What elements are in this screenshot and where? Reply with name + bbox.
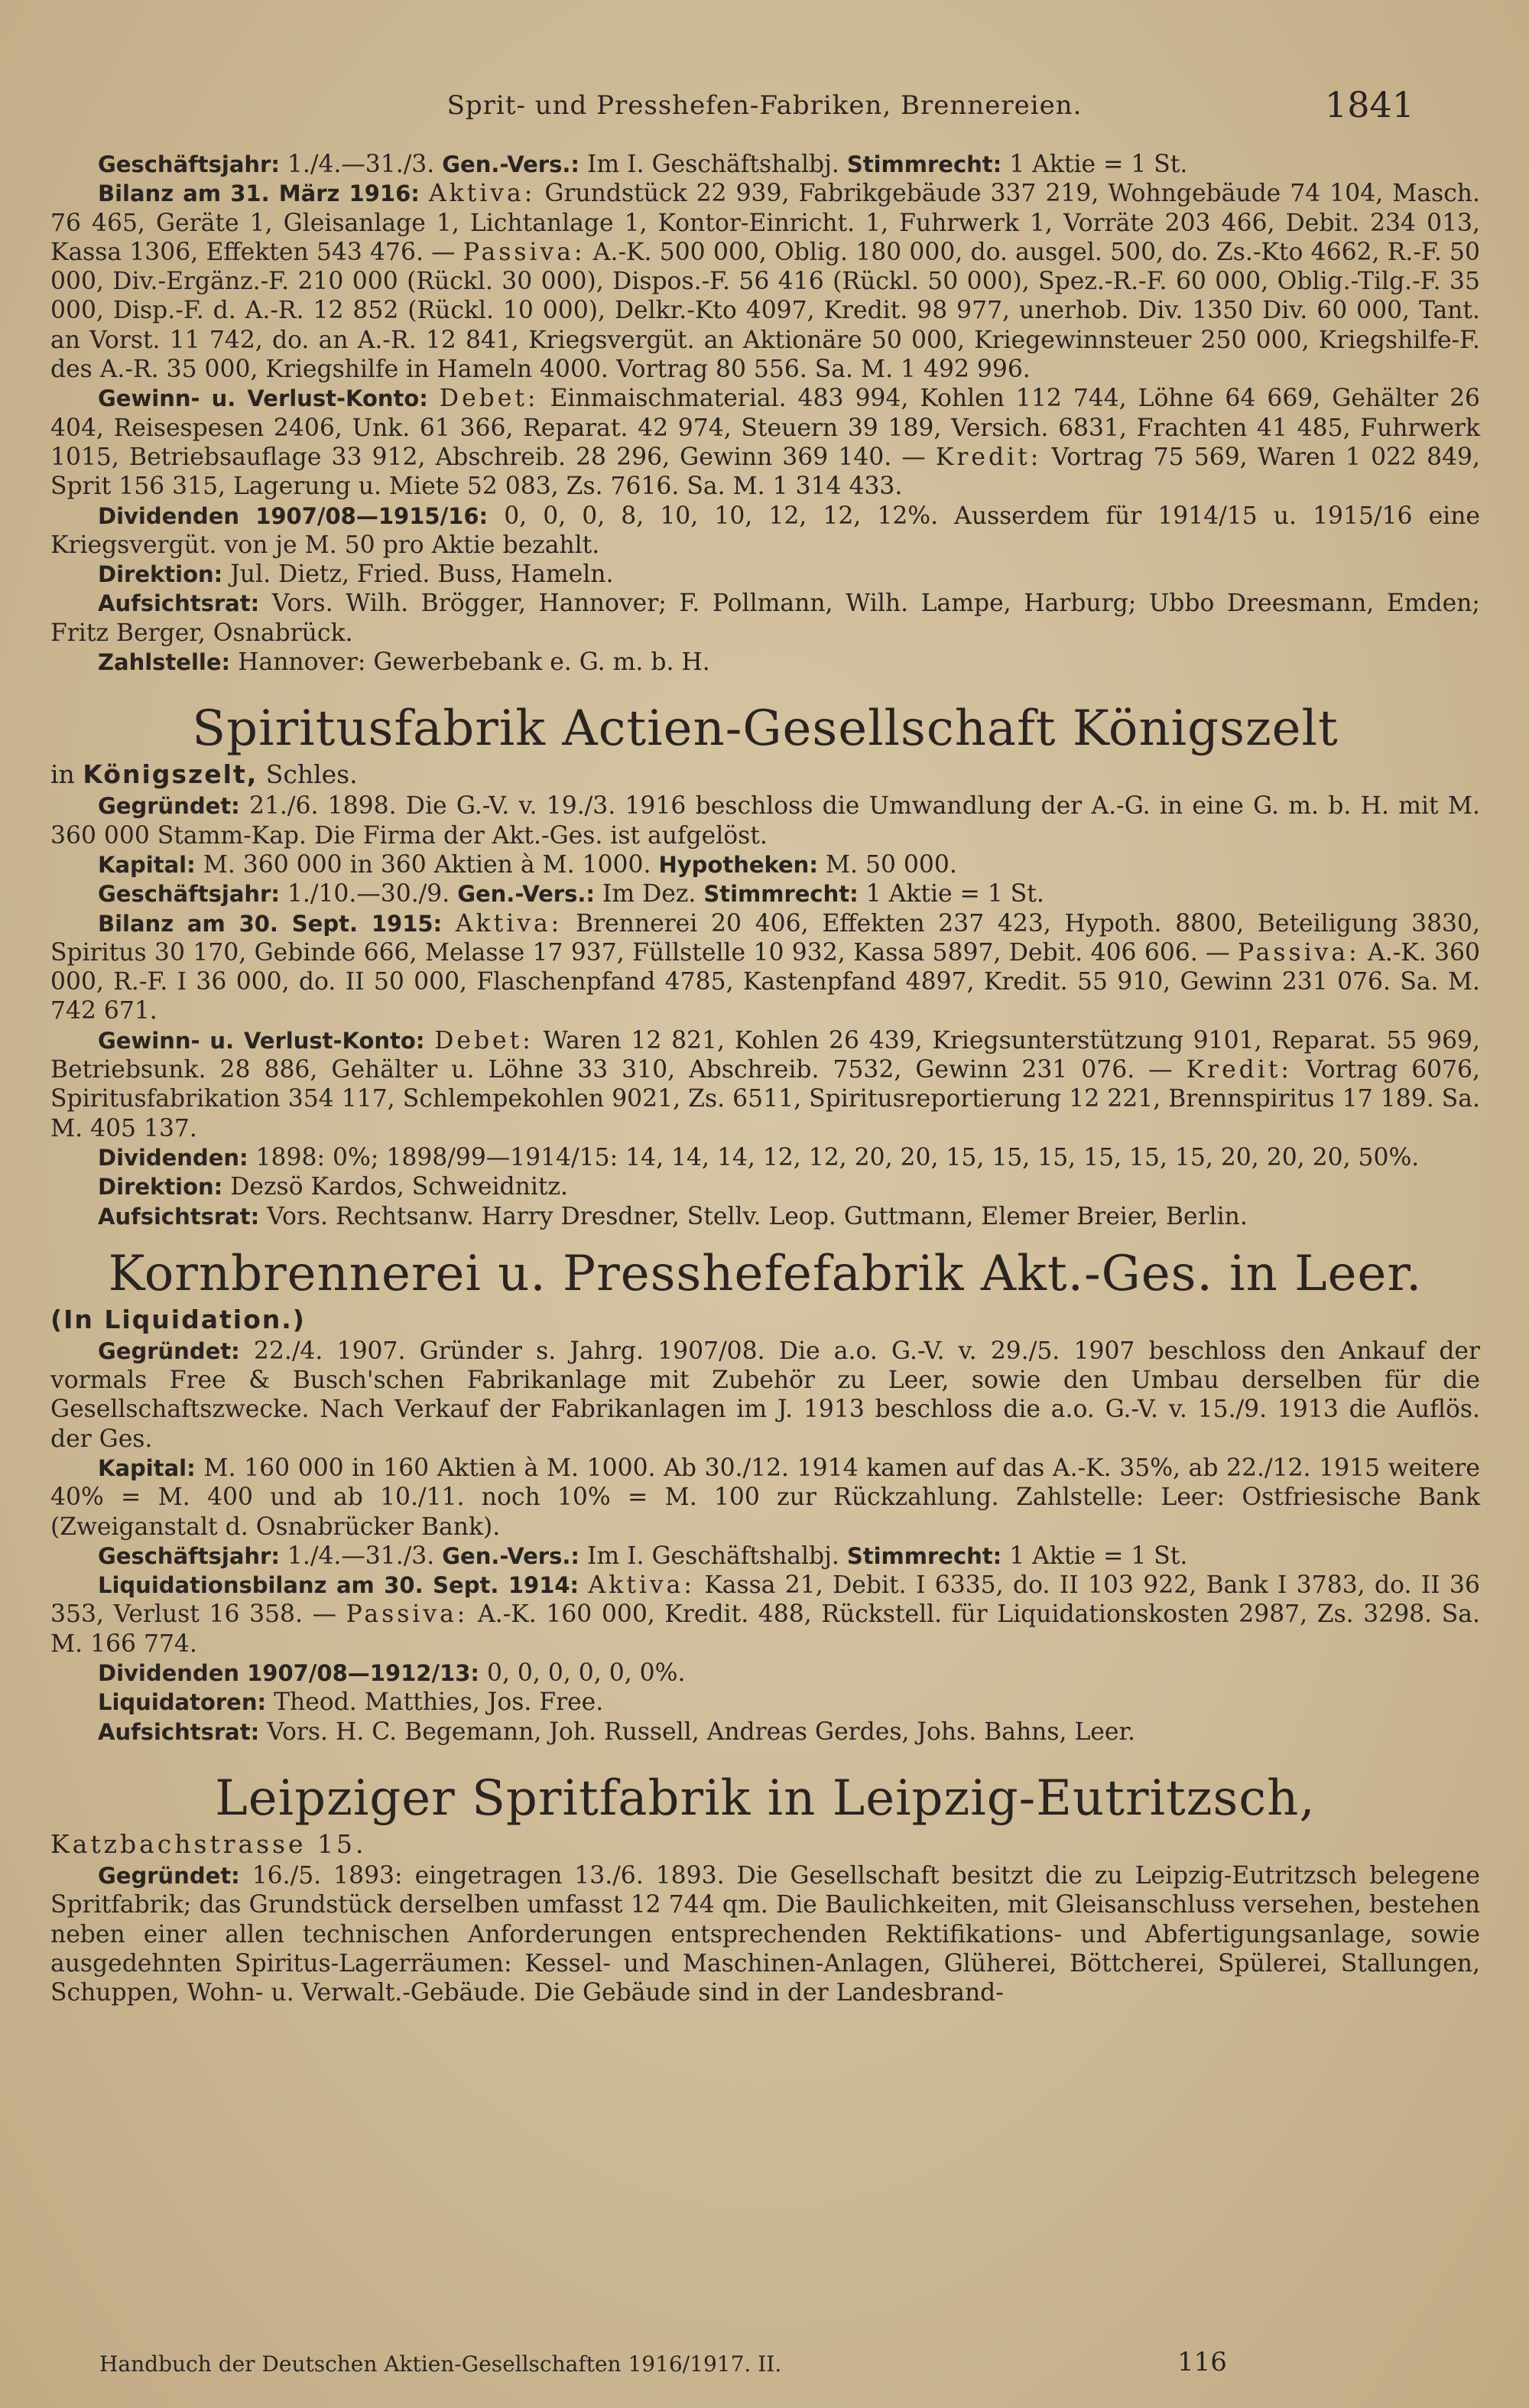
company-address: Katzbachstrasse 15. [50, 1828, 367, 1859]
profit-loss: Gewinn- u. Verlust-Konto: Debet: Einmaischmaterial. 483 994, Kohlen 112 744, Löhne 64 669, Gehälter 26 404, Reisespesen 2406, Unk. 61 366, Reparat. 42 974, Steuern 39 189, Versich. 6831, Frachten 41 485, Fuhrwerk 1015, Betriebsauflage 33 912, Abschreib. 28 296, Gewinn 369 140. — Kredit: Vortrag 75 569, Waren 1 022 849, Sprit 156 315, Lagerung u. Miete 52 083, Zs. 7616. Sa. M. 1 314 433. [50, 385, 1481, 501]
balance-sheet: Bilanz am 30. Sept. 1915: Aktiva: Brennerei 20 406, Effekten 237 423, Hypoth. 8800, Beteiligung 3830, Spiritus 30 170, Gebinde 666, Melasse 17 937, Füllstelle 10 932, Kassa 5897, Debit. 406 606. — Passiva: A.-K. 360 000, R.-F. I 36 000, do. II 50 000, Flaschenpfand 4785, Kastenpfand 4897, Kredit. 55 910, Gewinn 231 076. Sa. M. 742 671. [50, 909, 1480, 1025]
liquidation-balance: Liquidationsbilanz am 30. Sept. 1914: Aktiva: Kassa 21, Debit. I 6335, do. II 103 922, Bank I 3783, do. II 36 353, Verlust 16 358. — Passiva: A.-K. 160 000, Kredit. 488, Rückstell. für Liquidationskosten 2987, Zs. 3298. Sa. M. 166 774. [50, 1571, 1480, 1658]
supervisory-board: Aufsichtsrat: Vors. H. C. Begemann, Joh. Russell, Andreas Gerdes, Johs. Bahns, Leer. [98, 1717, 1135, 1746]
paying-agent: Zahlstelle: Hannover: Gewerbebank e. G. m. b. H. [98, 648, 710, 677]
dividends: Dividenden 1907/08—1915/16: 0, 0, 0, 8, 10, 10, 12, 12, 12%. Ausserdem für 1914/15 u. 1915/16 eine Kriegsvergüt. von je M. 50 pro Aktie bezahlt. [50, 502, 1480, 559]
entry-leipzig [50, 1769, 1480, 2007]
fiscal-info: Geschäftsjahr: 1./4.—31./3. Gen.-Vers.: Im I. Geschäftshalbj. Stimmrecht: 1 Aktie = 1 St. [98, 151, 1188, 178]
company-heading: Leipziger Spritfabrik in Leipzig-Eutritzsch, [215, 1769, 1316, 1827]
fiscal-info: Geschäftsjahr: 1./10.—30./9. Gen.-Vers.: Im Dez. Stimmrecht: 1 Aktie = 1 St. [98, 880, 1044, 908]
entry-continued [50, 150, 1480, 677]
founded: Gegründet: 22./4. 1907. Gründer s. Jahrg. 1907/08. Die a.o. G.-V. v. 29./5. 1907 beschloss den Ankauf der vormals Free & Busch'schen Fabrikanlage mit Zubehör zu Leer, sowie den Umbau derselben für die Gesellschaftszwecke. Nach Verkauf der Fabrikanlagen im J. 1913 beschloss die a.o. G.-V. v. 15./9. 1913 die Auflös. der Ges. [50, 1337, 1480, 1453]
supervisory-board: Aufsichtsrat: Vors. Rechtsanw. Harry Dresdner, Stellv. Leop. Guttmann, Elemer Breier, Berlin. [98, 1202, 1248, 1230]
company-heading: Spiritusfabrik Actien-Gesellschaft Königszelt [192, 700, 1339, 758]
running-header [0, 84, 1529, 136]
supervisory-board: Aufsichtsrat: Vors. Wilh. Brögger, Hannover; F. Pollmann, Wilh. Lampe, Harburg; Ubbo Dreesmann, Emden; Fritz Berger, Osnabrück. [50, 590, 1480, 647]
capital: Kapital: M. 160 000 in 160 Aktien à M. 1000. Ab 30./12. 1914 kamen auf das A.-K. 35%, ab 22./12. 1915 weitere 40% = M. 400 und ab 10./11. noch 10% = M. 100 zur Rückzahlung. Zahlstelle: Leer: Ostfriesische Bank (Zweiganstalt d. Osnabrücker Bank). [50, 1454, 1480, 1541]
company-location: in Königszelt, Schles. [50, 759, 358, 790]
entry-koenigszelt [50, 700, 1480, 1230]
running-title: Sprit- und Presshefen-Fabriken, Brennereien. [446, 90, 1083, 121]
dividends: Dividenden: 1898: 0%; 1898/99—1914/15: 14, 14, 14, 12, 12, 20, 20, 15, 15, 15, 15, 15, 15, 20, 20, 20, 50%. [98, 1143, 1420, 1172]
page-footer [99, 2347, 1246, 2382]
liquidation-note: (In Liquidation.) [50, 1304, 306, 1334]
profit-loss: Gewinn- u. Verlust-Konto: Debet: Waren 12 821, Kohlen 26 439, Kriegsunterstützung 9101, Reparat. 55 969, Betriebsunk. 28 886, Gehälter u. Löhne 33 310, Abschreib. 7532, Gewinn 231 076. — Kredit: Vortrag 6076, Spiritusfabrikation 354 117, Schlempekohlen 9021, Zs. 6511, Spiritusreportierung 12 221, Brennspiritus 17 189. Sa. M. 405 137. [50, 1026, 1480, 1142]
fiscal-info: Geschäftsjahr: 1./4.—31./3. Gen.-Vers.: Im I. Geschäftshalbj. Stimmrecht: 1 Aktie = 1 St. [98, 1542, 1188, 1570]
founded: Gegründet: 16./5. 1893: eingetragen 13./6. 1893. Die Gesellschaft besitzt die zu Leipzig-Eutritzsch belegene Spritfabrik; das Grundstück derselben umfasst 12 744 qm. Die Baulichkeiten, mit Gleisanschluss versehen, bestehen neben einer allen technischen Anforderungen entsprechenden Rektifikations- und Abfertigungsanlage, sowie ausgedehnten Spiritus-Lagerräumen: Kessel- und Maschinen-Anlagen, Glüherei, Böttcherei, Spülerei, Stallungen, Schuppen, Wohn- u. Verwalt.-Gebäude. Die Gebäude sind in der Landesbrand- [50, 1861, 1480, 2007]
capital: Kapital: M. 360 000 in 360 Aktien à M. 1000. Hypotheken: M. 50 000. [98, 850, 957, 879]
entry-leer [50, 1245, 1480, 1747]
management: Direktion: Jul. Dietz, Fried. Buss, Hameln. [98, 561, 614, 589]
liquidators: Liquidatoren: Theod. Matthies, Jos. Free. [98, 1688, 604, 1717]
dividends: Dividenden 1907/08—1912/13: 0, 0, 0, 0, 0, 0%. [98, 1659, 686, 1688]
signature-mark: 116 [1177, 2347, 1227, 2377]
management: Direktion: Dezsö Kardos, Schweidnitz. [98, 1173, 568, 1201]
source-note: Handbuch der Deutschen Aktien-Gesellschaften 1916/1917. II. [99, 2351, 782, 2377]
balance-sheet: Bilanz am 31. März 1916: Aktiva: Grundstück 22 939, Fabrikgebäude 337 219, Wohngebäude 74 104, Masch. 76 465, Geräte 1, Gleisanlage 1, Lichtanlage 1, Kontor-Einricht. 1, Fuhrwerk 1, Vorräte 203 466, Debit. 234 013, Kassa 1306, Effekten 543 476. — Passiva: A.-K. 500 000, Oblig. 180 000, do. ausgel. 500, do. Zs.-Kto 4662, R.-F. 50 000, Div.-Ergänz.-F. 210 000 (Rückl. 30 000), Dispos.-F. 56 416 (Rückl. 50 000), Spez.-R.-F. 60 000, Oblig.-Tilg.-F. 35 000, Disp.-F. d. A.-R. 12 852 (Rückl. 10 000), Delkr.-Kto 4097, Kredit. 98 977, unerhob. Div. 1350 Div. 60 000, Tant. an Vorst. 11 742, do. an A.-R. 12 841, Kriegsvergüt. an Aktionäre 50 000, Kriegewinnsteuer 250 000, Kriegshilfe-F. des A.-R. 35 000, Kriegshilfe in Hameln 4000. Vortrag 80 556. Sa. M. 1 492 996. [50, 180, 1481, 384]
founded: Gegründet: 21./6. 1898. Die G.-V. v. 19./3. 1916 beschloss die Umwandlung der A.-G. in eine G. m. b. H. mit M. 360 000 Stamm-Kap. Die Firma der Akt.-Ges. ist aufgelöst. [50, 792, 1480, 850]
page-body [50, 150, 1480, 2007]
company-heading: Kornbrennerei u. Presshefefabrik Akt.-Ges. in Leer. [108, 1245, 1423, 1302]
page-number: 1841 [1324, 84, 1414, 125]
